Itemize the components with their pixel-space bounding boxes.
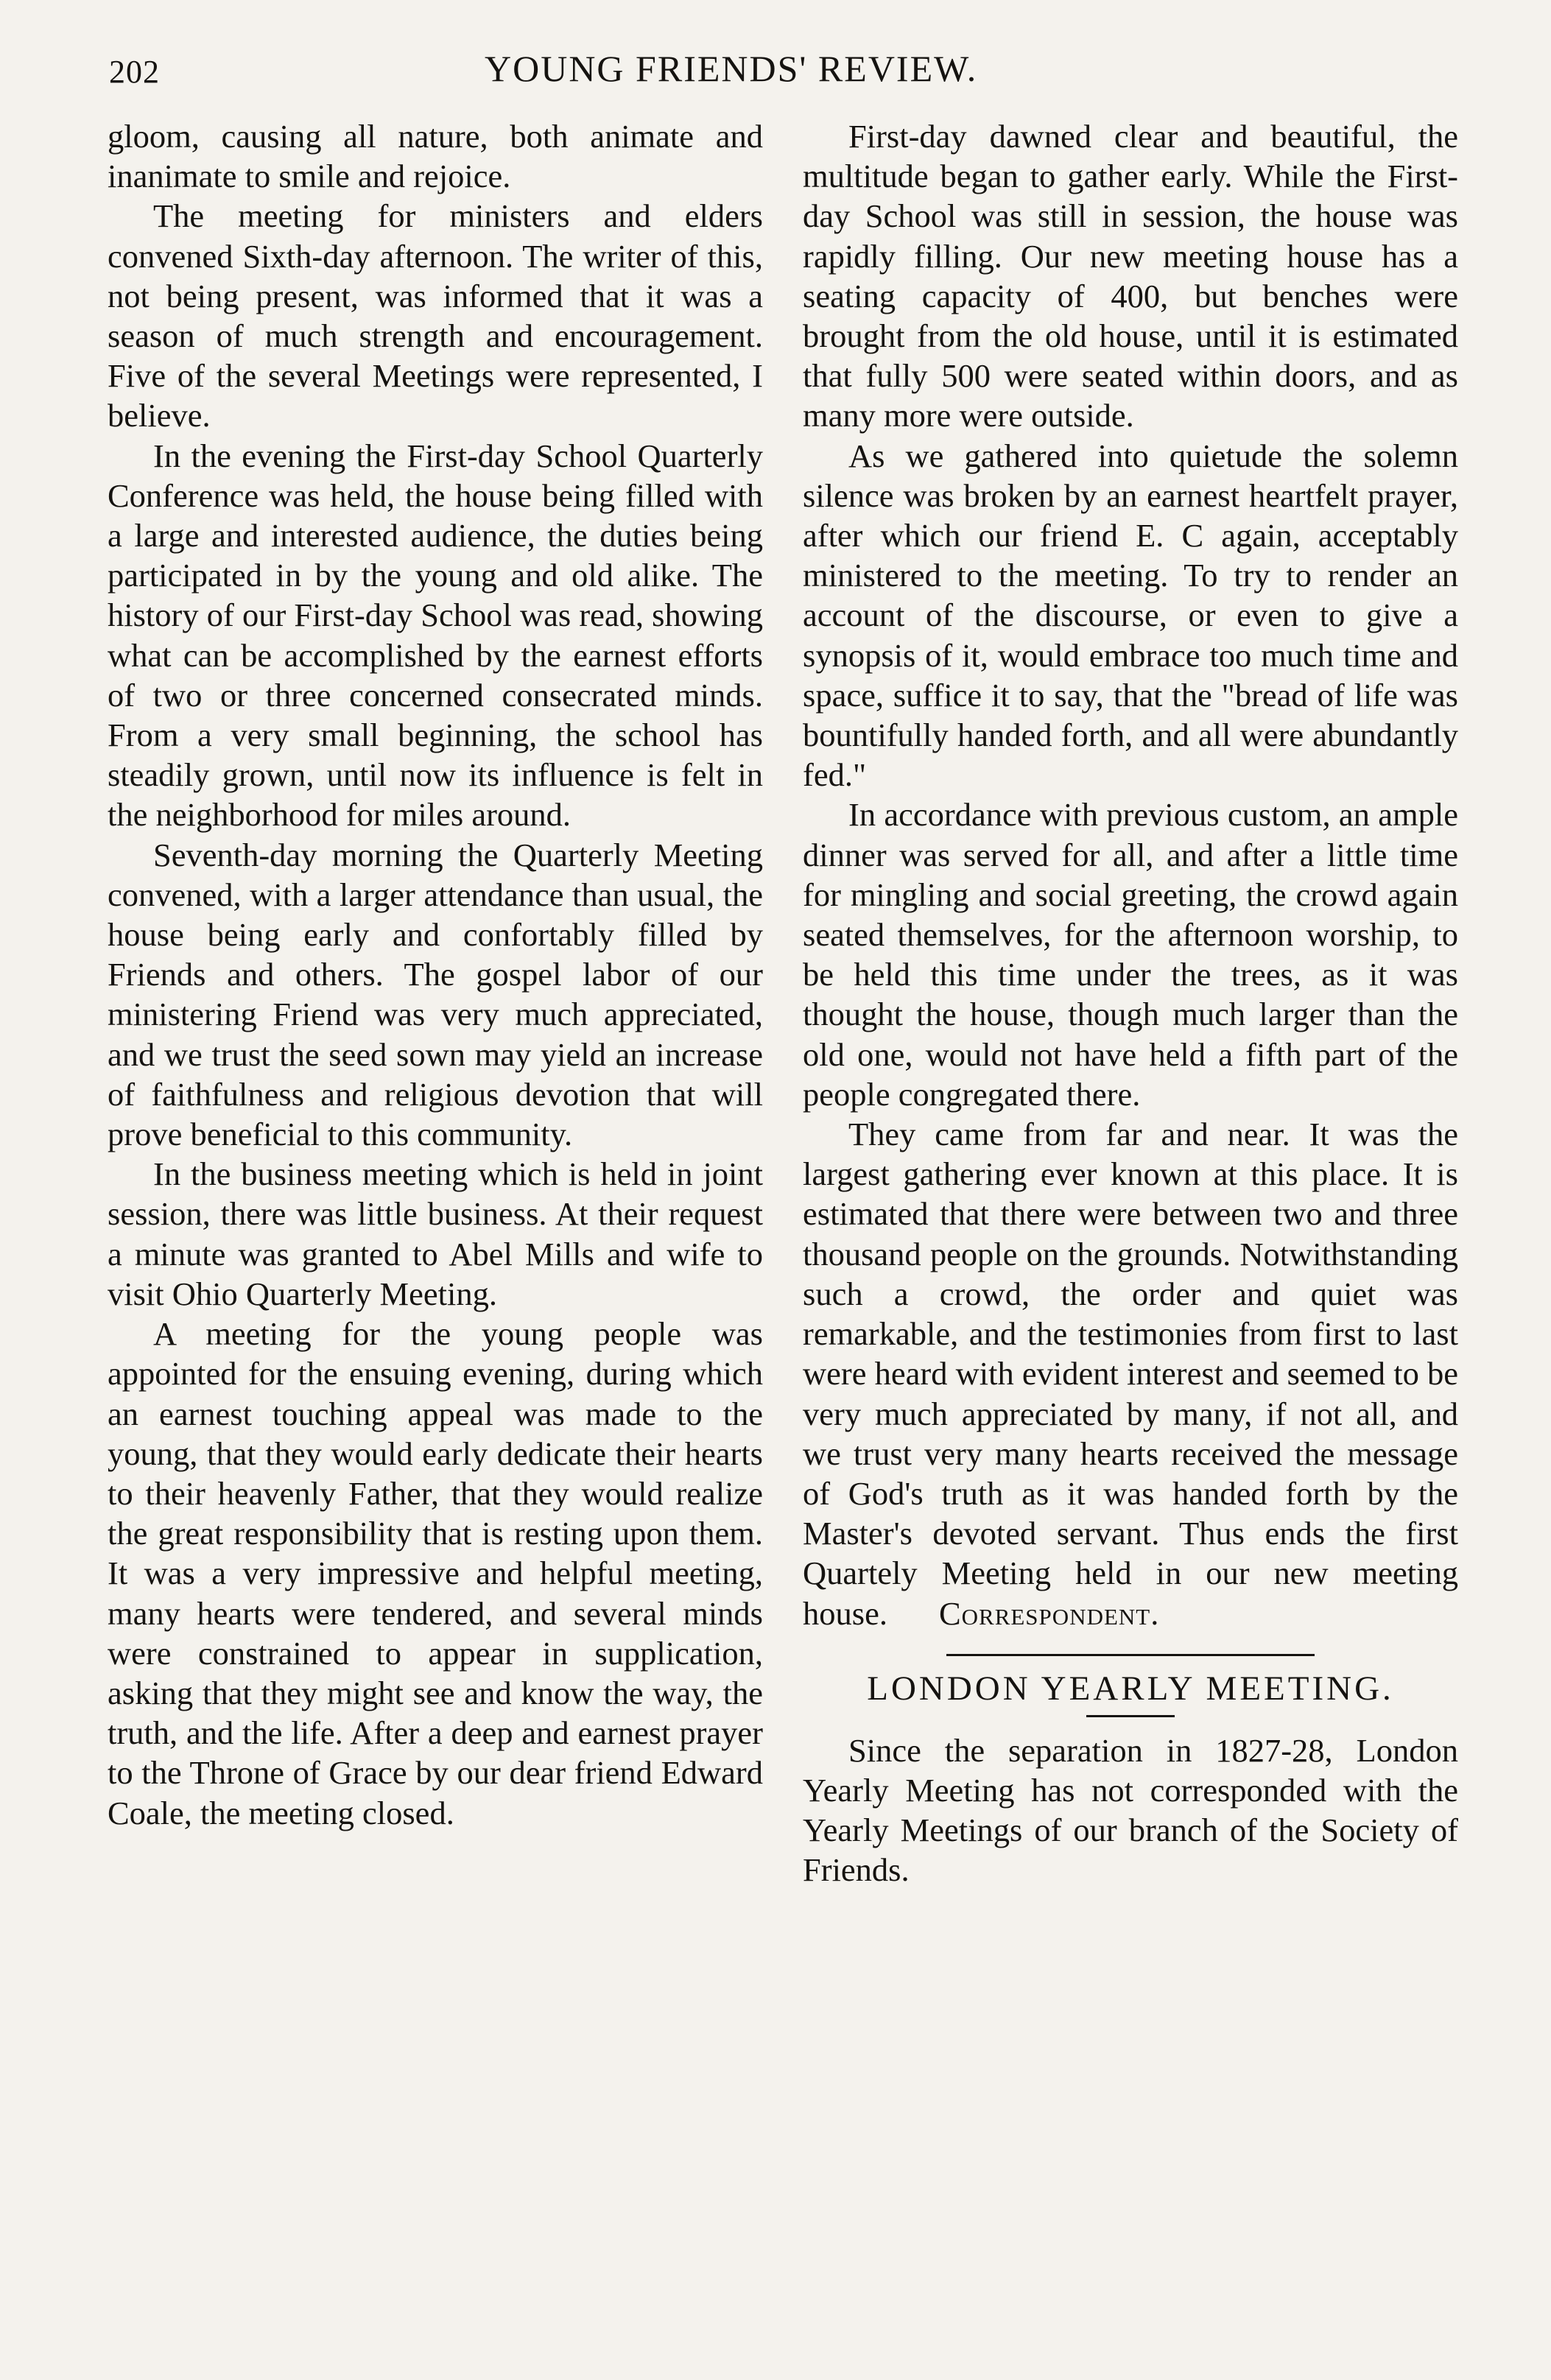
signature: Correspondent.: [938, 1594, 1160, 1632]
paragraph: The meeting for ministers and elders convened Sixth-day afternoon. The writer of this, not being present, was informed that it was a season of much strength and encouragement. Five of the several Meetings were represented, I believe.: [108, 197, 763, 434]
running-head: [109, 47, 1464, 99]
paragraph: As we gathered into quietude the solemn silence was broken by an earnest heartfelt prayer, after which our friend E. C again, acceptably ministered to the meeting. To try to render an account of the discourse, or even to give a synopsis of it, would embrace too much time and space, suffice it to say, that the "bread of life was bountifully handed forth, and all were abundantly fed.": [803, 437, 1458, 794]
right-column: [803, 116, 1458, 1890]
running-title: YOUNG FRIENDS' REVIEW.: [485, 48, 978, 89]
paragraph: First-day dawned clear and beautiful, the multitude began to gather early. While the First-day School was still in session, the house was rapidly filling. Our new meeting house has a seating capacity of 400, but benches were brought from the old house, until it is estimated that fully 500 were seated within doors, and as many more were outside.: [803, 118, 1458, 434]
left-column: [108, 116, 763, 1833]
paragraph: Since the separation in 1827-28, London Yearly Meeting has not corresponded with the Yearly Meetings of our branch of the Society of Friends.: [803, 1731, 1458, 1889]
paragraph-text: They came from far and near. It was the largest gathering ever known at this place. It is estimated that there were between two and three thousand people on the grounds. Notwithstanding such a crowd, the order and quiet was remarkable, and the testimonies from first to last were heard with evident interest and seemed to be very much appreciated by many, if not all, and we trust very many hearts received the message of God's truth as it was handed forth by the Master's devoted servant. Thus ends the first Quartely Meeting held in our new meeting house.: [803, 1116, 1458, 1632]
paragraph: In accordance with previous custom, an ample dinner was served for all, and after a little time for mingling and social greeting, the crowd again seated themselves, for the afternoon worship, to be held this time under the trees, as it was thought the house, though much larger than the old one, would not have held a fifth part of the people congregated there.: [803, 796, 1458, 1113]
paragraph: In the business meeting which is held in joint session, there was little business. At their request a minute was granted to Abel Mills and wife to visit Ohio Quarterly Meeting.: [108, 1155, 763, 1312]
paragraph: Seventh-day morning the Quarterly Meeting convened, with a larger attendance than usual, the house being early and confortably filled by Friends and others. The gospel labor of our ministering Friend was very much appreciated, and we trust the seed sown may yield an increase of faithfulness and religious devotion that will prove beneficial to this community.: [108, 836, 763, 1153]
paragraph: In the evening the First-day School Quarterly Conference was held, the house being filled with a large and interested audience, the duties being participated in by the young and old alike. The history of our First-day School was read, showing what can be accomplished by the earnest efforts of two or three concerned consecrated minds. From a very small beginning, the school has steadily grown, until now its influence is felt in the neighborhood for miles around.: [108, 437, 763, 834]
paragraph: [803, 1114, 1458, 1633]
paragraph: A meeting for the young people was appointed for the ensuing evening, during which an earnest touching appeal was made to the young, that they would early dedicate their hearts to their heavenly Father, that they would realize the great responsibility that is resting upon them. It was a very impressive and helpful meeting, many hearts were tendered, and several minds were constrained to appear in supplication, asking that they might see and know the way, the truth, and the life. After a deep and earnest prayer to the Throne of Grace by our dear friend Edward Coale, the meeting closed.: [108, 1315, 763, 1831]
page-number: 202: [109, 54, 160, 90]
section-heading: LONDON YEARLY MEETING.: [867, 1669, 1394, 1708]
section-divider: [946, 1654, 1315, 1656]
paragraph: gloom, causing all nature, both animate and inanimate to smile and rejoice.: [108, 118, 763, 195]
heading-underline: [1086, 1715, 1175, 1717]
